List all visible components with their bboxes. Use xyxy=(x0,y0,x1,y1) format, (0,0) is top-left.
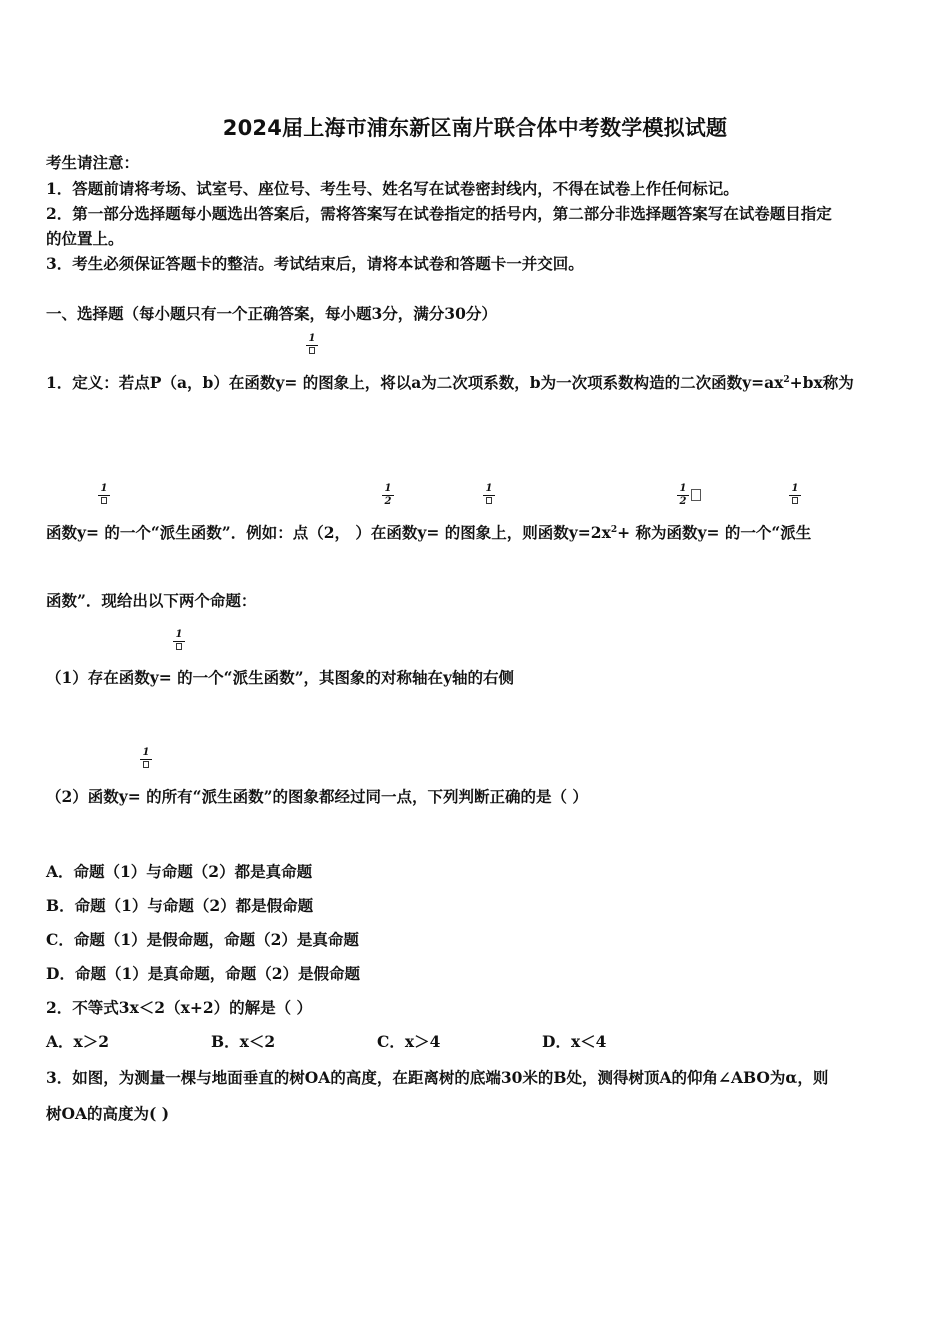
fraction-numerator: 1 xyxy=(175,629,183,640)
fraction-denominator-box xyxy=(486,497,492,504)
q1-line1 xyxy=(46,371,854,393)
fraction-denominator-box xyxy=(101,497,107,504)
section-heading: 一、选择题（每小题只有一个正确答案，每小题3分，满分30分） xyxy=(46,304,497,323)
q1-option-c: C．命题（1）是假命题，命题（2）是真命题 xyxy=(46,930,359,949)
notice-item: 3．考生必须保证答题卡的整洁。考试结束后，请将本试卷和答题卡一并交回。 xyxy=(46,254,584,273)
q1-option-b: B．命题（1）与命题（2）都是假命题 xyxy=(46,896,314,915)
q2-stem: 2．不等式3x＜2（x+2）的解是（ ） xyxy=(46,998,313,1017)
q1-option-d: D．命题（1）是真命题，命题（2）是假命题 xyxy=(46,964,361,983)
notice-item: 2．第一部分选择题每小题选出答案后，需将答案写在试卷指定的括号内，第二部分非选择题答案写在试卷题目指定 xyxy=(46,204,832,223)
q2-option-a: A．x＞2 xyxy=(46,1032,110,1051)
fraction xyxy=(173,630,185,650)
fraction-numerator: 1 xyxy=(791,483,799,494)
fraction-denominator: 2 xyxy=(384,496,392,507)
fraction-denominator: 2 xyxy=(679,496,687,507)
notice-item: 的位置上。 xyxy=(46,229,124,248)
fraction-denominator-box xyxy=(176,643,182,650)
q2-option-c: C．x＞4 xyxy=(377,1032,441,1051)
fraction xyxy=(382,484,394,507)
exponent: 2 xyxy=(783,375,790,385)
fraction-numerator: 1 xyxy=(100,483,108,494)
exponent: 2 xyxy=(610,525,618,535)
fraction-numerator: 1 xyxy=(308,333,316,344)
fraction-numerator: 1 xyxy=(485,483,493,494)
fraction xyxy=(306,334,318,354)
notice-heading: 考生请注意： xyxy=(46,153,140,172)
fraction xyxy=(789,484,801,504)
q1-line2 xyxy=(46,521,811,543)
q3-line1: 3．如图，为测量一棵与地面垂直的树OA的高度，在距离树的底端30米的B处，测得树顶A的仰角∠ABO为α，则 xyxy=(46,1068,829,1087)
proposition-1: （1）存在函数y= 的一个“派生函数”，其图象的对称轴在y轴的右侧 xyxy=(46,668,515,687)
q1-line3: 函数”．现给出以下两个命题： xyxy=(46,591,257,610)
fraction xyxy=(98,484,110,504)
page-title: 2024届上海市浦东新区南片联合体中考数学模拟试题 xyxy=(222,116,728,140)
q1-line1-tail: +bx称为 xyxy=(789,373,854,392)
fraction-numerator: 1 xyxy=(679,483,687,494)
q2-option-b: B．x＜2 xyxy=(211,1032,276,1051)
proposition-2: （2）函数y= 的所有“派生函数”的图象都经过同一点，下列判断正确的是（ ） xyxy=(46,787,588,806)
q1-line2-text-b: + 称为函数y= 的一个“派生 xyxy=(617,523,812,542)
fraction-denominator-box xyxy=(309,347,315,354)
fraction-denominator-box xyxy=(143,761,149,768)
fraction xyxy=(140,748,152,768)
fraction-denominator-box xyxy=(792,497,798,504)
q1-option-a: A．命题（1）与命题（2）都是真命题 xyxy=(46,862,313,881)
fraction-numerator: 1 xyxy=(384,483,392,494)
fraction-numerator: 1 xyxy=(142,747,150,758)
fraction xyxy=(483,484,495,504)
q1-line2-text-a: 函数y= 的一个“派生函数”．例如：点（2， ）在函数y= 的图象上，则函数y=2x xyxy=(46,523,611,542)
fraction xyxy=(677,484,689,507)
notice-item: 1．答题前请将考场、试室号、座位号、考生号、姓名写在试卷密封线内，不得在试卷上作任何标记。 xyxy=(46,179,739,198)
q3-line2: 树OA的高度为( ) xyxy=(46,1104,170,1123)
q1-line1-text: 1．定义：若点P（a，b）在函数y= 的图象上，将以a为二次项系数，b为一次项系数构造的二次函数y=ax xyxy=(46,373,784,392)
placeholder-box xyxy=(691,489,701,501)
q2-option-d: D．x＜4 xyxy=(542,1032,607,1051)
